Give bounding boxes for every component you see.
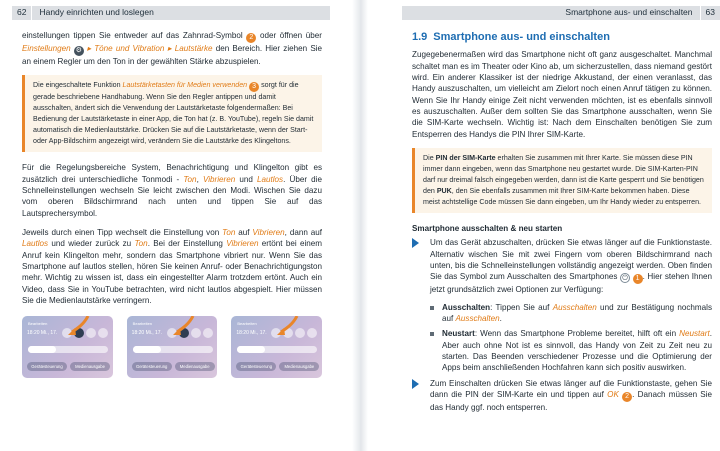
ok-option: OK — [607, 389, 619, 399]
text: Jeweils durch einen Tipp wechselt die Einstellung von — [22, 227, 223, 237]
media-output-pill: Medienausgabe — [175, 362, 215, 371]
mode-ton: Ton — [222, 227, 236, 237]
device-control-pill: Gerätesteuerung — [27, 362, 67, 371]
mode-ton: Ton — [183, 174, 197, 184]
text: Die eingeschaltete Funktion — [33, 81, 123, 90]
text: erhalten Sie zusammen mit Ihrer Karte. Sie müssen diese PIN immer dann eingeben, wenn das Smartphone neu gestartet wurde. Die SIM-Karten-PIN darf nur dreimal falsch eingegeben werden, dann ist die Karte gesperrt und Sie benötigen den — [423, 154, 704, 195]
brightness-slider — [237, 346, 317, 353]
media-volume-option: Lautstärketasten für Medien verwenden — [122, 81, 248, 90]
mode-vibrieren: Vibrieren — [202, 174, 236, 184]
sim-pin-term: PIN der SIM-Karte — [435, 154, 496, 163]
device-control-pill: Gerätesteuerung — [132, 362, 172, 371]
screenshot-vibrate — [127, 316, 218, 378]
text: . Danach müssen Sie das Handy ggf. noch entsperren. — [430, 389, 712, 412]
gear-icon: ⚙ — [75, 47, 82, 54]
text: . Hier stehen Ihnen jetzt grundsätzlich zwei Optionen zur Verfügung: — [430, 272, 713, 295]
bullet-restart — [412, 328, 712, 373]
left-running-head: Handy einrichten und loslegen — [39, 7, 154, 18]
rotation-toggle-icon — [203, 328, 213, 338]
text: Für die Regelungsbereiche System, Benachrichtigung und Klingelton gibt es zusätzlich drei unterschiedliche Tonmodi - — [22, 163, 322, 184]
power-off-option: Ausschalten — [552, 302, 597, 312]
text: . Aber auch ohne Not ist es sinnvoll, das Handy von Zeit zu Zeit neu zu starten. Das Beenden verschiedener Prozesse und die Optimierung der Apps beim anschließenden Hochfahren kann sich positiv auswirken. — [442, 329, 712, 373]
text: : Tippen Sie auf — [490, 302, 553, 312]
mode-vibrieren: Vibrieren — [252, 227, 285, 237]
orange-arrow-icon — [64, 316, 90, 340]
text: Zum Einschalten drücken Sie etwas länger auf die Funktionstaste, gehen Sie dann die PIN der SIM-Karte ein und tippen auf — [430, 378, 712, 399]
screenshot-mute — [231, 316, 322, 378]
text: auf — [235, 227, 253, 237]
media-output-pill: Medienausgabe — [279, 362, 319, 371]
text: , den Sie ebenfalls zusammen mit Ihrer SIM-Karte bekommen haben. Diese meist achtstellige Code müssen Sie dann eingeben, um Ihr Handy wieder zu entsperren. — [423, 186, 701, 206]
mode-ton: Ton — [134, 239, 148, 249]
bullet-label: Ausschalten — [442, 302, 491, 312]
right-intro-paragraph: Zugegebenermaßen wird das Smartphone nicht oft ganz ausgeschaltet. Manchmal schaltet man es im Theater oder Kino ab, um sicherzustellen, dass niemand gestört wird. Ein anderer Klassiker ist der niedrige Akkustand, der einen veranlasst, das Handy auszuschalten, um vielleicht am Zielort noch einen Anruf tätigen zu können. Wenn Sie Ihr Handy einige Zeit nicht verwenden möchten, ist es ebenfalls sinnvoll es auszuschalten. Außer dem sollten Sie das Smartphone ausschalten, wenn Sie die SIM-Karte wechseln. Wichtig ist: Nach dem Einschalten benötigen Sie zum Entsperren des Handys die PIN Ihrer SIM-Karte. — [412, 50, 712, 139]
power-off-option: Ausschalten — [455, 313, 500, 323]
text: . Über die Schnelleinstellungen wechseln Sie leicht zwischen den Modi. Wischen Sie dazu vom oberen Bildschirmrand nach unten und tippen Sie auf das Lautsprechersymbol. — [22, 174, 322, 218]
shot-edit-label: Bearbeiten — [132, 321, 153, 327]
text: . Bei der Einstellung — [147, 239, 227, 249]
text: . — [499, 313, 502, 323]
badge-1-icon: 1 — [633, 274, 643, 284]
shot-date: 18:20 Mi., 17. — [236, 330, 267, 337]
shot-edit-label: Bearbeiten — [237, 321, 257, 327]
brightness-slider — [28, 346, 108, 353]
restart-option: Neustart — [679, 329, 710, 339]
screenshot-sound-on — [22, 316, 113, 378]
text: einstellungen tippen Sie entweder auf das Zahnrad-Symbol — [22, 31, 247, 40]
text: sorgt für die gerade beschriebene Handhabung. Wenn Sie den Regler antippen und damit ausschalten, ändert sich die Verwendung der Lautstärketaste folgendermaßen: Bei Bedienung der Lautstärketaste in einer App, die Ton hat (z. B. YouTube), regeln Sie damit automatisch die Medienlautstärke. Drücken Sie auf die Lautstärketaste, wenn der Start- oder App-Bildschirm angezeigt wird, verändern Sie die Lautstärke des Klingeltons. — [33, 81, 314, 146]
left-paragraph-2 — [22, 162, 322, 219]
text: Die — [423, 154, 436, 163]
text: den Bereich. Hier ziehen Sie an einem Regler um den Ton in der gewählten Stärke abzuspielen. — [22, 44, 323, 66]
mode-lautlos: Lautlos — [257, 174, 284, 184]
left-header — [12, 6, 330, 20]
device-control-pill: Gerätesteuerung — [236, 362, 276, 371]
right-header — [402, 6, 720, 20]
text: Um das Gerät abzuschalten, drücken Sie etwas länger auf die Funktionstaste. Alternativ wischen Sie mit zwei Fingern vom oberen Bildschirmrand nach unten, bis die Schnelleinstellungen vollständig angezeigt werden. Oben finden Sie das Symbol zum Ausschalten des Smartphones — [430, 238, 712, 282]
text: oder öffnen über — [256, 31, 322, 40]
text: und — [235, 174, 257, 184]
shot-edit-label: Bearbeiten — [28, 321, 48, 327]
text: , dann auf — [284, 227, 323, 237]
right-page-number: 63 — [705, 7, 715, 18]
section-heading — [412, 30, 712, 45]
text: und zur Bestätigung nochmals auf — [442, 302, 712, 323]
badge-2-icon: 2 — [622, 392, 632, 402]
text: : Wenn das Smartphone Probleme bereitet, hilft oft ein — [474, 329, 680, 339]
subheading: Smartphone ausschalten & neu starten — [412, 223, 563, 233]
left-intro-paragraph — [22, 30, 322, 67]
step-arrow-icon — [412, 379, 419, 389]
settings-link: Einstellungen — [22, 44, 71, 53]
left-column — [22, 30, 322, 378]
mode-vibrieren: Vibrieren — [226, 239, 259, 249]
media-output-pill: Medienausgabe — [70, 362, 110, 371]
left-callout-box — [22, 75, 322, 152]
right-callout-box — [412, 148, 712, 213]
section-title: Smartphone aus- und einschalten — [433, 31, 610, 43]
text: , — [196, 174, 203, 184]
right-page — [364, 0, 720, 451]
left-page — [0, 0, 356, 451]
right-column — [412, 30, 712, 419]
step-arrow-icon — [412, 238, 419, 248]
badge-3-icon: 3 — [249, 82, 259, 92]
orange-arrow-icon — [169, 316, 195, 340]
step-1 — [412, 237, 712, 295]
rotation-toggle-icon — [98, 328, 108, 338]
text: und wieder zurück zu — [48, 239, 135, 249]
rotation-toggle-icon — [307, 328, 317, 338]
mode-lautlos: Lautlos — [22, 239, 49, 249]
left-page-number: 62 — [17, 7, 27, 18]
bullet-square-icon — [430, 306, 434, 310]
text: ertönt bei einem Anruf kein Klingelton mehr, sondern das Smartphone vibriert nur. Wenn Sie das Smartphone auf lautlos stellen, hören Sie keinen Anruf- oder Benachrichtigungston mehr. Wichtig zu wissen ist, dass ein eingestellter Alarm trotzdem ertönt. Auch ein Video, dass Sie in YouTube betrachten, wird nicht lautlos abgespielt. Hier müssen Sie die Medienlautstärke verringern. — [22, 239, 322, 305]
orange-arrow-icon — [273, 316, 299, 340]
shot-date: 18:20 Mi., 17. — [131, 330, 162, 337]
brightness-slider — [133, 346, 213, 353]
sound-path-link: ▸ Töne und Vibration ▸ Lautstärke — [86, 44, 213, 53]
power-icon: ⏻ — [620, 273, 630, 283]
left-paragraph-3 — [22, 227, 322, 306]
badge-2-icon: 2 — [246, 33, 256, 43]
step-2 — [412, 378, 712, 414]
shot-date: 18:20 Mi., 17. — [27, 330, 58, 337]
puk-term: PUK — [436, 186, 452, 195]
bullet-square-icon — [430, 332, 434, 336]
right-running-head: Smartphone aus- und einschalten — [565, 7, 693, 18]
bullet-label: Neustart — [442, 329, 475, 339]
bullet-power-off — [412, 302, 712, 325]
quick-settings-screenshots — [22, 316, 322, 378]
section-number: 1.9 — [412, 31, 428, 43]
